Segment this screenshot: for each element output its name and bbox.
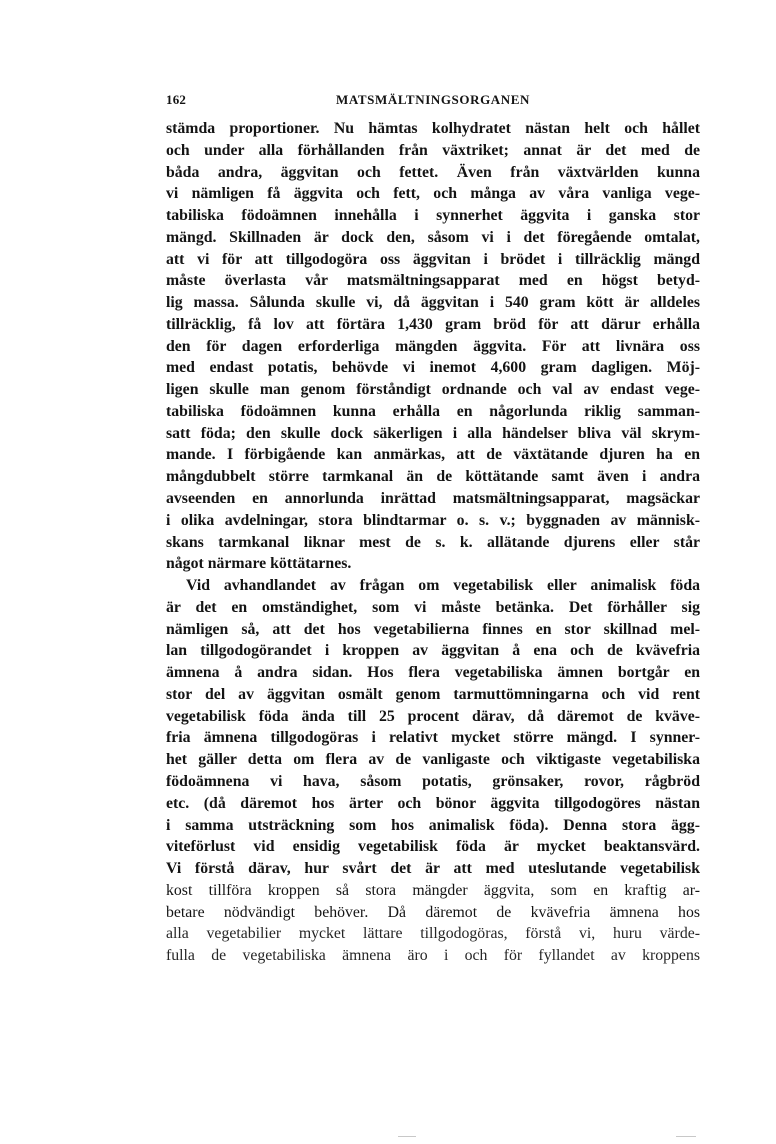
text-line: mångdubbelt större tarmkanal än de köttätande samt även i andra [166, 468, 700, 486]
text-line: etc. (då däremot hos ärter och bönor äggvita tillgodogöres nästan [166, 794, 700, 812]
text-line: tabiliska födoämnen kunna erhålla en någorlunda riklig samman- [166, 402, 700, 420]
text-line: kost tillföra kroppen så stora mängder äggvita, som en kraftig ar- [166, 881, 700, 899]
text-line: alla vegetabilier mycket lättare tillgodogöras, förstå vi, huru värde- [166, 925, 700, 943]
text-line: stor del av äggvitan osmält genom tarmuttömningarna och vid rent [166, 685, 700, 703]
text-line: het gäller detta om flera av de vanligaste och viktigaste vegetabiliska [166, 751, 700, 769]
scan-artifact [398, 1136, 416, 1137]
text-line: ligen skulle man genom förståndigt ordnande och val av endast vege- [166, 381, 700, 399]
text-line: i samma utsträckning som hos animalisk föda). Denna stora ägg- [166, 816, 700, 834]
text-line: mängd. Skillnaden är dock den, såsom vi i det föregående omtalat, [166, 228, 700, 246]
text-line: mande. I förbigående kan anmärkas, att de växtätande djuren ha en [166, 446, 700, 464]
running-title: MATSMÄLTNINGSORGANEN [336, 92, 531, 107]
text-line: vegetabilisk föda ända till 25 procent därav, då däremot de kväve- [166, 707, 700, 725]
text-line: vi nämligen få äggvita och fett, och många av våra vanliga vege- [166, 185, 700, 203]
text-line: avseenden en annorlunda inrättad matsmältningsapparat, magsäckar [166, 490, 700, 508]
text-line: Vi förstå därav, hur svårt det är att med uteslutande vegetabilisk [166, 860, 700, 878]
text-line: lan tillgodogörandet i kroppen av äggvitan å ena och de kvävefria [166, 642, 700, 660]
text-line: betare nödvändigt behöver. Då däremot de kvävefria ämnena hos [166, 903, 700, 921]
text-line: satt föda; den skulle dock säkerligen i alla händelser bliva väl skrym- [166, 424, 700, 442]
page-header [166, 92, 700, 118]
text-line: fulla de vegetabiliska ämnena äro i och för fyllandet av kroppens [166, 947, 700, 965]
text-line: den för dagen erforderliga mängden äggvita. För att livnära oss [166, 337, 700, 355]
text-line: med endast potatis, behövde vi inemot 4,600 gram dagligen. Möj- [166, 359, 700, 377]
text-line: fria ämnena tillgodogöras i relativt mycket större mängd. I synner- [166, 729, 700, 747]
page-number: 162 [166, 92, 187, 107]
text-line: och under alla förhållanden från växtriket; annat är det med de [166, 141, 700, 159]
text-line: något närmare köttätarnes. [166, 555, 352, 573]
text-line: ämnena å andra sidan. Hos flera vegetabiliska ämnen bortgår en [166, 664, 700, 682]
book-page [166, 92, 700, 967]
text-line: skans tarmkanal liknar mest de s. k. allätande djurens eller står [166, 533, 700, 551]
text-line: att vi för att tillgodogöra oss äggvitan i brödet i tillräcklig mängd [166, 250, 700, 268]
text-line: måste överlasta vår matsmältningsapparat med en högst betyd- [166, 272, 700, 290]
text-line: viteförlust vid ensidig vegetabilisk föda är mycket beaktansvärd. [166, 838, 700, 856]
text-line: nämligen så, att det hos vegetabilierna finnes en stor skillnad mel- [166, 620, 700, 638]
text-line: stämda proportioner. Nu hämtas kolhydratet nästan helt och hållet [166, 120, 700, 137]
text-line: är det en omständighet, som vi måste betänka. Det förhåller sig [166, 598, 700, 616]
text-line: i olika avdelningar, stora blindtarmar o. s. v.; byggnaden av människ- [166, 511, 700, 529]
body-text [166, 118, 700, 967]
text-line: födoämnena vi hava, såsom potatis, grönsaker, rovor, rågbröd [166, 772, 700, 790]
text-line: lig massa. Sålunda skulle vi, då äggvitan i 540 gram kött är alldeles [166, 294, 700, 312]
text-line: Vid avhandlandet av frågan om vegetabilisk eller animalisk föda [186, 577, 700, 595]
scan-artifact [676, 1136, 696, 1137]
text-line: tillräcklig, få lov att förtära 1,430 gram bröd för att därur erhålla [166, 315, 700, 333]
text-line: tabiliska födoämnen innehålla i synnerhet äggvita i ganska stor [166, 207, 700, 225]
text-line: båda andra, äggvitan och fettet. Även från växtvärlden kunna [166, 163, 700, 181]
